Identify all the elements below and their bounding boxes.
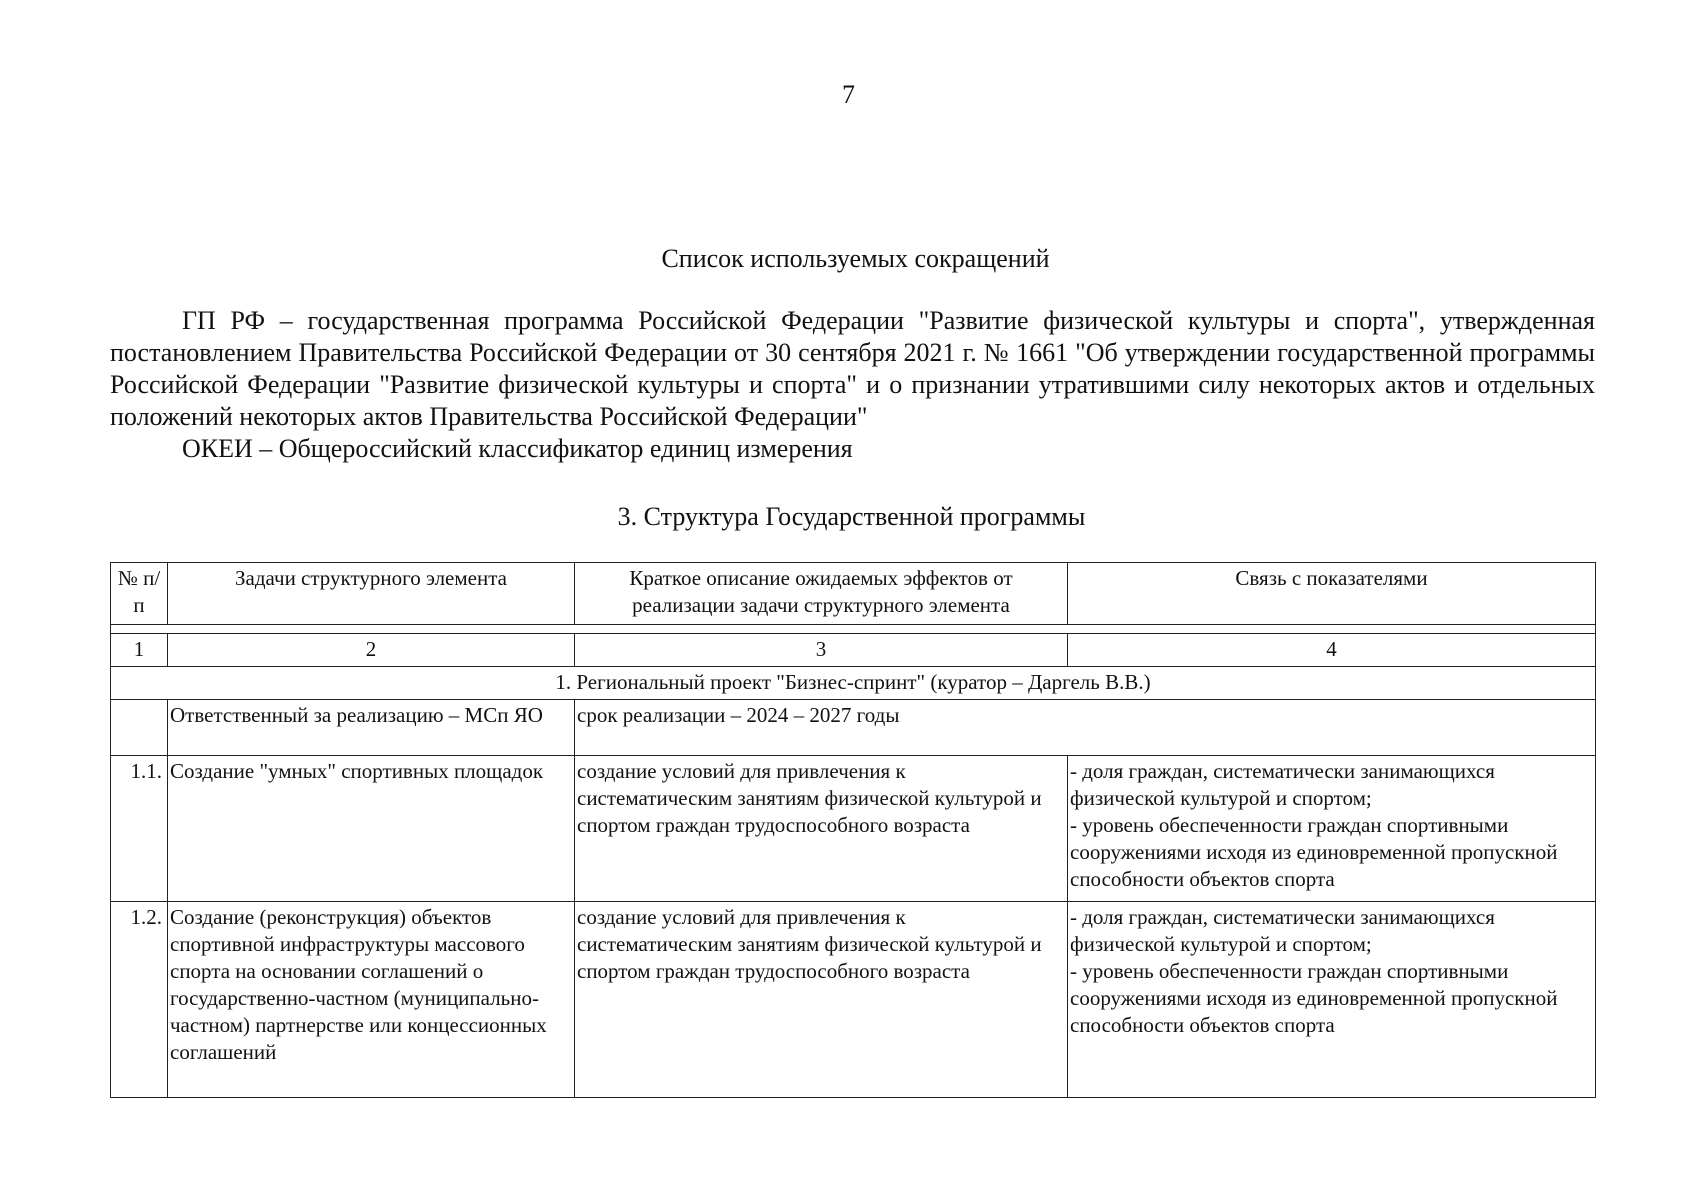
abbreviation-okei: ОКЕИ – Общероссийский классификатор единиц измерения bbox=[182, 434, 853, 463]
header-num: № п/п bbox=[111, 563, 168, 625]
indicator-text: - уровень обеспеченности граждан спортивными сооружениями исходя из единовременной пропускной способности объектов спорта bbox=[1070, 813, 1558, 891]
structure-table bbox=[110, 562, 1596, 1098]
indicator-text: - доля граждан, систематически занимающихся физической культурой и спортом; bbox=[1070, 905, 1495, 956]
table-separator bbox=[111, 625, 1596, 634]
row-indicators bbox=[1068, 756, 1596, 902]
row-task: Создание (реконструкция) объектов спортивной инфраструктуры массового спорта на основании соглашений о государственно-частном (муниципально-частном) партнерстве или концессионных соглашений bbox=[168, 902, 575, 1098]
table-row bbox=[111, 756, 1596, 902]
column-number-row bbox=[111, 634, 1596, 667]
responsible-label: Ответственный за реализацию – МСп ЯО bbox=[168, 700, 575, 756]
column-number: 4 bbox=[1068, 634, 1596, 667]
responsible-row bbox=[111, 700, 1596, 756]
column-number: 3 bbox=[575, 634, 1068, 667]
abbreviation-gp-rf: ГП РФ – государственная программа Российской Федерации "Развитие физической культуры и спорта", утвержденная постановлением Правительства Российской Федерации от 30 сентября 2021 г. № 1661 "Об утверждении государственной программы Российской Федерации "Развитие физической культуры и спорта" и о признании утратившими силу некоторых актов и отдельных положений некоторых актов Правительства Российской Федерации" bbox=[110, 306, 1595, 431]
row-number: 1.2. bbox=[111, 902, 168, 1098]
row-number: 1.1. bbox=[111, 756, 168, 902]
column-number: 1 bbox=[111, 634, 168, 667]
header-indicators: Связь с показателями bbox=[1068, 563, 1596, 625]
project-row bbox=[111, 667, 1596, 700]
structure-title: 3. Структура Государственной программы bbox=[617, 502, 1086, 531]
table-row bbox=[111, 902, 1596, 1098]
column-number: 2 bbox=[168, 634, 575, 667]
page-number: 7 bbox=[842, 80, 855, 109]
row-task: Создание "умных" спортивных площадок bbox=[168, 756, 575, 902]
row-indicators bbox=[1068, 902, 1596, 1098]
implementation-term: срок реализации – 2024 – 2027 годы bbox=[575, 700, 1596, 756]
header-effects: Краткое описание ожидаемых эффектов от реализации задачи структурного элемента bbox=[575, 563, 1068, 625]
abbreviations-list bbox=[110, 305, 1595, 465]
abbreviations-title: Список используемых сокращений bbox=[661, 244, 1050, 273]
project-title: 1. Региональный проект "Бизнес-спринт" (куратор – Даргель В.В.) bbox=[111, 667, 1596, 700]
header-tasks: Задачи структурного элемента bbox=[168, 563, 575, 625]
row-effect: создание условий для привлечения к систематическим занятиям физической культурой и спортом граждан трудоспособного возраста bbox=[575, 756, 1068, 902]
indicator-text: - доля граждан, систематически занимающихся физической культурой и спортом; bbox=[1070, 759, 1495, 810]
row-effect: создание условий для привлечения к систематическим занятиям физической культурой и спортом граждан трудоспособного возраста bbox=[575, 902, 1068, 1098]
indicator-text: - уровень обеспеченности граждан спортивными сооружениями исходя из единовременной пропускной способности объектов спорта bbox=[1070, 959, 1558, 1037]
table-header-row bbox=[111, 563, 1596, 625]
